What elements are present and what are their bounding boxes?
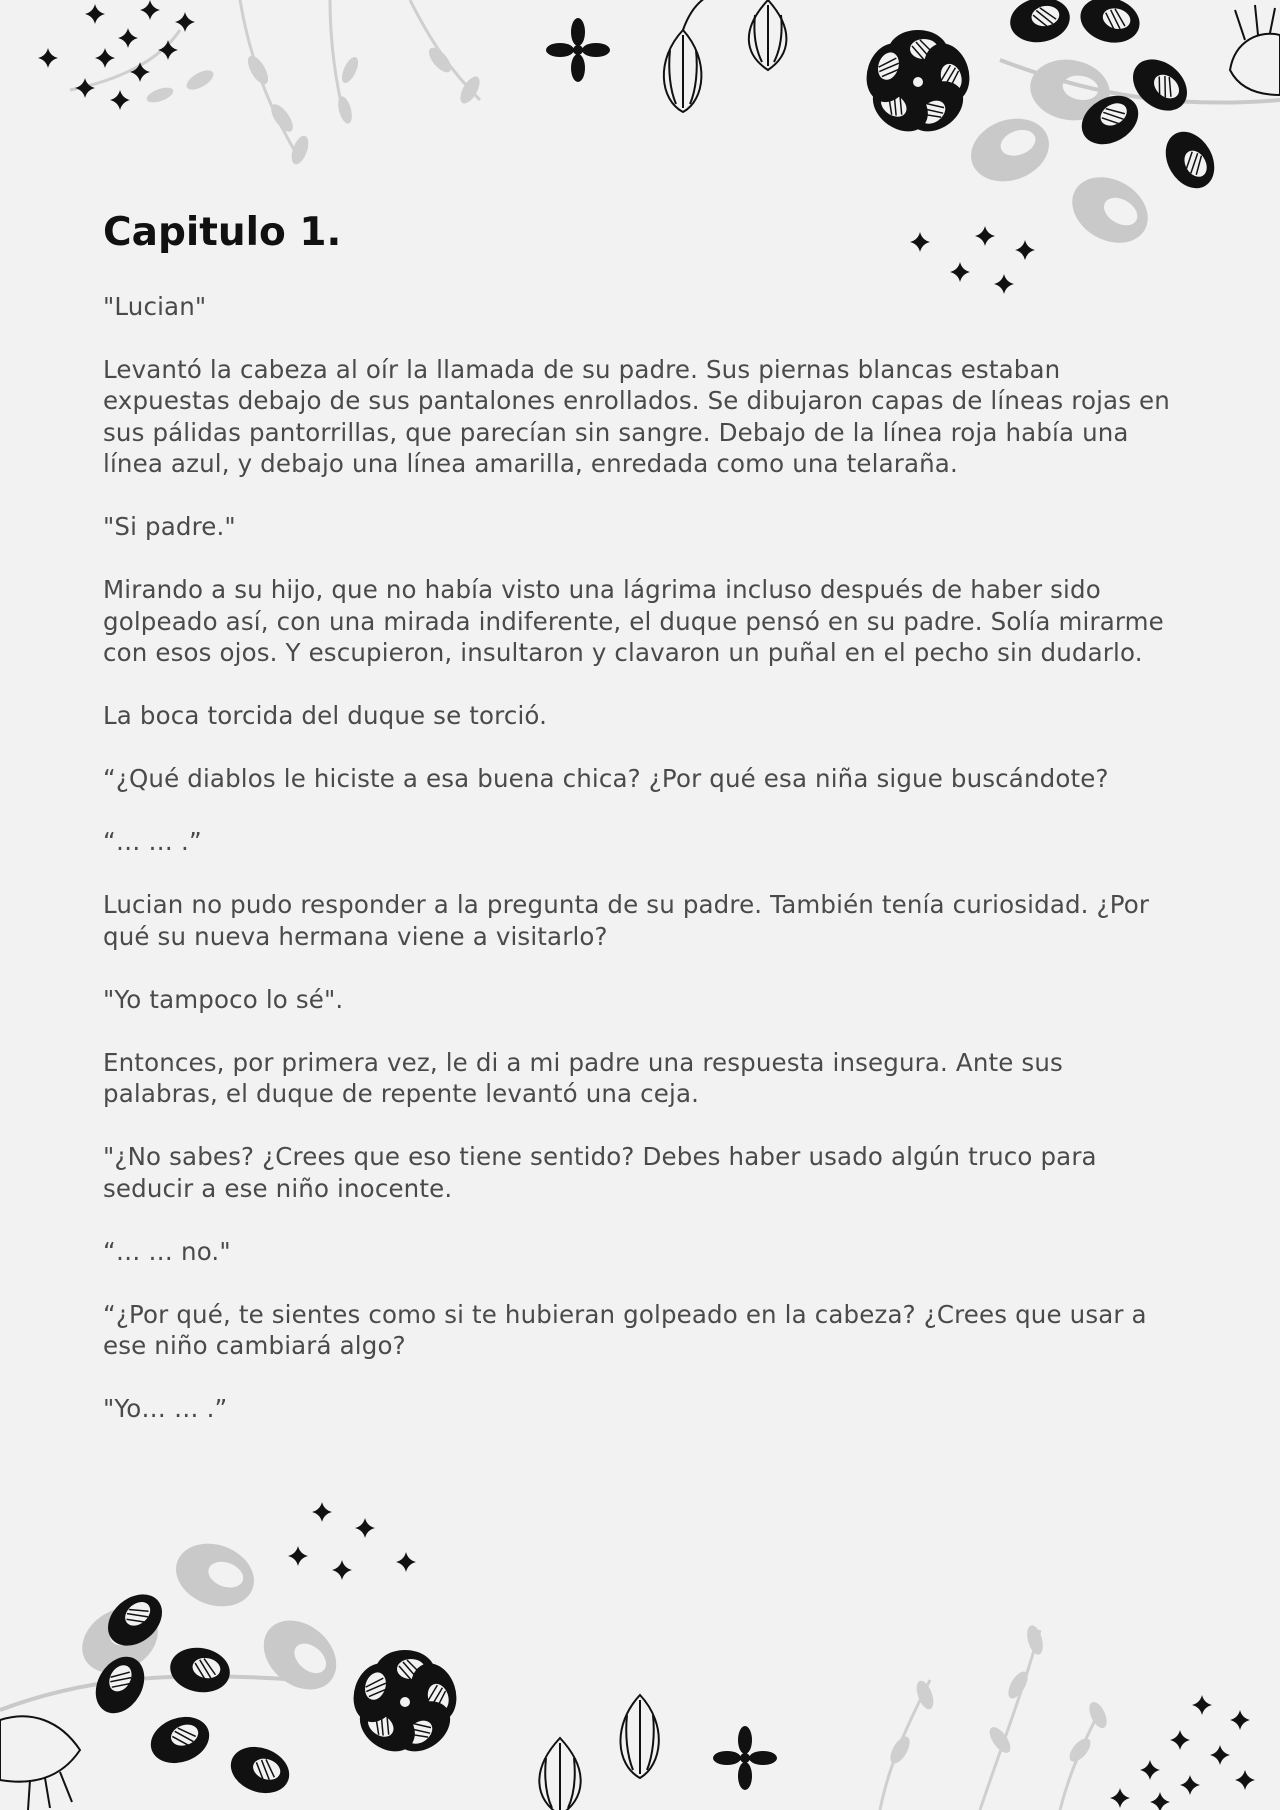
bottom-floral-decoration	[0, 1480, 1280, 1810]
paragraph: "¿No sabes? ¿Crees que eso tiene sentido? Debes haber usado algún truco para seducir a ese niño inocente.	[103, 1142, 1097, 1203]
sparkle-icon	[288, 1502, 1255, 1810]
paragraph: "Yo tampoco lo sé".	[103, 984, 344, 1014]
paragraph: “¿Qué diablos le hiciste a esa buena chica? ¿Por qué esa niña sigue buscándote?	[103, 764, 1109, 794]
bell-flower-icon	[0, 1716, 80, 1810]
paragraph: La boca torcida del duque se torció.	[103, 701, 548, 731]
paragraph: "Lucian"	[103, 291, 207, 321]
bell-flower-icon	[1230, 5, 1280, 95]
paragraph: Entonces, por primera vez, le di a mi padre una respuesta insegura. Ante sus palabras, el duque de repente levantó una ceja.	[103, 1047, 1063, 1109]
seed-pod-icon	[539, 1695, 658, 1810]
paragraph: "Yo… … .”	[103, 1394, 228, 1424]
seed-pod-icon	[664, 0, 787, 112]
paragraph: "Si padre."	[103, 512, 236, 542]
leaf-branch-icon	[1000, 0, 1280, 197]
leaf-branch-icon	[0, 1584, 300, 1801]
chapter-content	[103, 210, 1178, 1456]
flower-icon	[346, 1650, 463, 1762]
chapter-title: Capitulo 1.	[103, 210, 342, 255]
leaf-cluster-icon	[886, 1624, 1110, 1767]
paragraph: Levantó la cabeza al oír la llamada de su padre. Sus piernas blancas estaban expuestas debajo de sus pantalones enrollados. Se dibujaron capas de líneas rojas en sus pálidas pantorrillas, que parecían sin sangre. Debajo de la línea roja había una línea azul, y debajo una línea amarilla, enredada como una telaraña.	[103, 354, 1170, 479]
paragraph: “¿Por qué, te sientes como si te hubieran golpeado en la cabeza? ¿Crees que usar a ese niño cambiará algo?	[103, 1299, 1147, 1361]
leaf-cluster-icon	[70, 1533, 350, 1704]
paragraph: Mirando a su hijo, que no había visto una lágrima incluso después de haber sido golpeado así, con una mirada indiferente, el duque pensó en su padre. Solía mirarme con esos ojos. Y escupieron, insultaron y clavaron un puñal en el pecho sin dudarlo.	[103, 575, 1164, 668]
leaf-branch-icon	[70, 0, 480, 160]
flower-icon	[859, 30, 976, 142]
paragraph: Lucian no pudo responder a la pregunta de su padre. También tenía curiosidad. ¿Por qué su nueva hermana viene a visitarlo?	[103, 890, 1150, 951]
paragraph: “… … no."	[103, 1236, 231, 1266]
paragraph: “… … .”	[103, 827, 202, 857]
leaf-cluster-icon	[145, 44, 484, 166]
flower-icon	[546, 18, 610, 82]
leaf-branch-icon	[880, 1630, 1100, 1810]
sparkle-icon	[38, 0, 195, 110]
flower-icon	[713, 1726, 777, 1790]
